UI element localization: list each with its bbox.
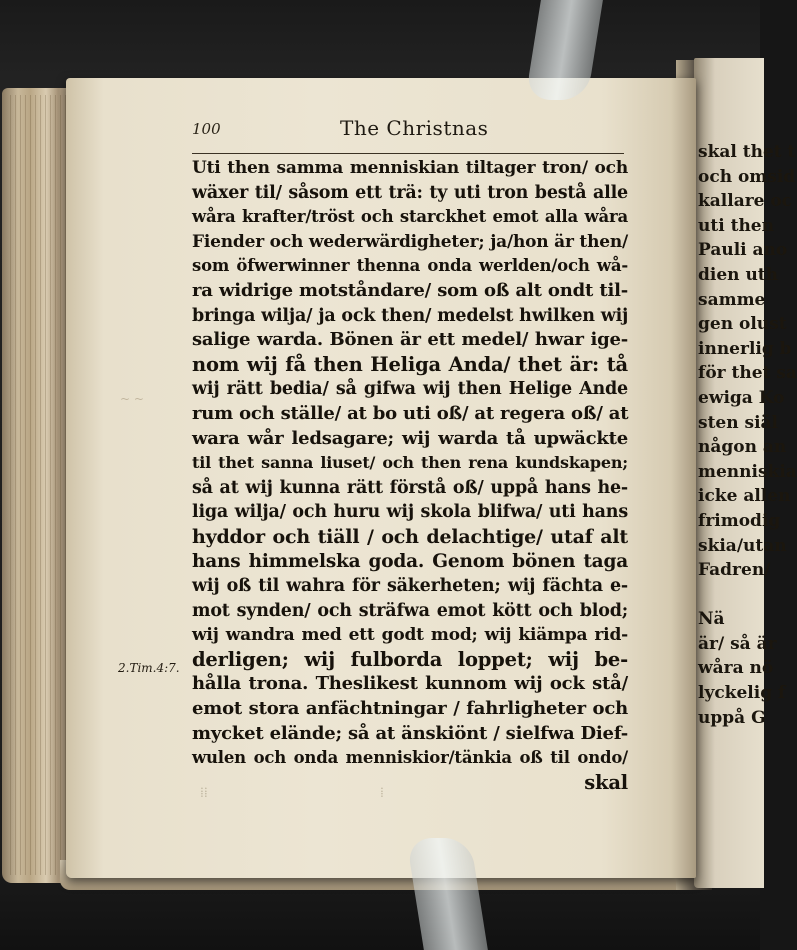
right-page-line: ewiga Ko xyxy=(698,387,785,408)
right-page-line: någon an xyxy=(698,437,787,458)
show-through-text: ~ ~ xyxy=(120,392,144,406)
right-page-line: för thet sa xyxy=(698,363,797,384)
text-line: salige warda. Bönen är ett medel/ hwar ige- xyxy=(192,329,628,351)
text-line: Fiender och wederwärdigheter; ja/hon är then/ xyxy=(192,231,629,252)
right-page-text xyxy=(698,140,797,730)
right-page-line: menniskia xyxy=(698,461,797,482)
text-line: så at wij kunna rätt förstå oß/ uppå hans he- xyxy=(192,477,628,498)
text-line: wåra krafter/tröst och starckhet emot alla wåra xyxy=(192,207,628,227)
text-line: til thet sanna liuset/ och then rena kundskapen; xyxy=(192,453,628,473)
text-line: wäxer til/ såsom ett trä: ty uti tron bestå alle xyxy=(192,182,628,203)
text-line: wulen och onda menniskior/tänkia oß til ondo/ xyxy=(192,748,628,768)
right-page-line xyxy=(698,583,760,608)
bleed-through-mark: ⁞⁞ xyxy=(200,785,208,801)
right-page-line: wåra nö xyxy=(698,658,774,679)
text-line: rum och ställe/ at bo uti oß/ at regera oß/ at xyxy=(192,402,629,424)
text-line: Uti then samma menniskian tiltager tron/ och xyxy=(192,158,628,178)
right-page-line: innerlig b xyxy=(698,338,792,359)
right-page-line: Pauli ano xyxy=(698,240,788,261)
right-page-line: uti then xyxy=(698,215,774,236)
right-page-line: Fadren/ xyxy=(698,560,771,581)
right-page-line: samme xyxy=(698,289,766,310)
text-line: hålla trona. Theslikest kunnom wij ock stå/ xyxy=(192,673,628,695)
page-number: 100 xyxy=(192,120,221,138)
text-line: bringa wilja/ ja ock then/ medelst hwilken wij xyxy=(192,305,629,326)
text-line: emot stora anfächtningar / fahrligheter och xyxy=(192,698,628,720)
header-rule xyxy=(192,153,624,154)
text-line: liga wilja/ och huru wij skola blifwa/ uti hans xyxy=(192,502,628,523)
right-page-line: icke allen xyxy=(698,486,791,507)
right-page-line: frimodig xyxy=(698,510,781,531)
right-page-line: skia/utan xyxy=(698,535,787,556)
text-line: wij rätt bedia/ så gifwa wij then Helige Ande xyxy=(192,379,628,400)
text-line: hans himmelska goda. Genom bönen taga xyxy=(192,550,628,572)
bleed-through-mark: ⁞ xyxy=(380,785,384,801)
text-line: skal xyxy=(584,770,628,794)
text-line: ra widrige motståndare/ som oß alt ondt til- xyxy=(192,279,628,301)
text-line: nom wij få then Heliga Anda/ thet är: tå xyxy=(192,352,628,376)
body-text xyxy=(192,156,628,795)
right-page-line: Nä xyxy=(698,609,725,630)
right-page-line: sten siäl xyxy=(698,412,779,433)
right-page-line: skal thet t xyxy=(698,142,796,162)
text-line: mycket elände; så at änskiönt / sielfwa Dief- xyxy=(192,722,628,744)
margin-note: 2.Tim.4:7. xyxy=(118,661,180,675)
right-page-line: och omsid xyxy=(698,166,796,187)
text-line: mot synden/ och sträfwa emot kött och blod; xyxy=(192,600,628,621)
text-line: wara wår ledsagare; wij warda tå upwäckte xyxy=(192,427,628,449)
text-line: wij oß til wahra för säkerheten; wij fächta e- xyxy=(192,576,628,597)
text-line: som öfwerwinner thenna onda werlden/och wå- xyxy=(192,256,628,276)
text-line: derligen; wij fulborda loppet; wij be- xyxy=(192,647,628,671)
right-page-line: gen olust xyxy=(698,314,787,335)
right-page-line: uppå G xyxy=(698,707,766,728)
right-page-line: kallare oc xyxy=(698,191,793,212)
running-head xyxy=(192,116,622,148)
right-page-line: lyckelig f xyxy=(698,683,786,704)
text-line: hyddor och tiäll / och delachtige/ utaf alt xyxy=(192,525,628,548)
text-line: wij wandra med ett godt mod; wij kiämpa rid- xyxy=(192,625,628,646)
running-head-title: The Christnas xyxy=(340,116,489,140)
right-page-line: dien uth xyxy=(698,264,779,285)
right-page-line: är/ så är xyxy=(698,633,777,654)
